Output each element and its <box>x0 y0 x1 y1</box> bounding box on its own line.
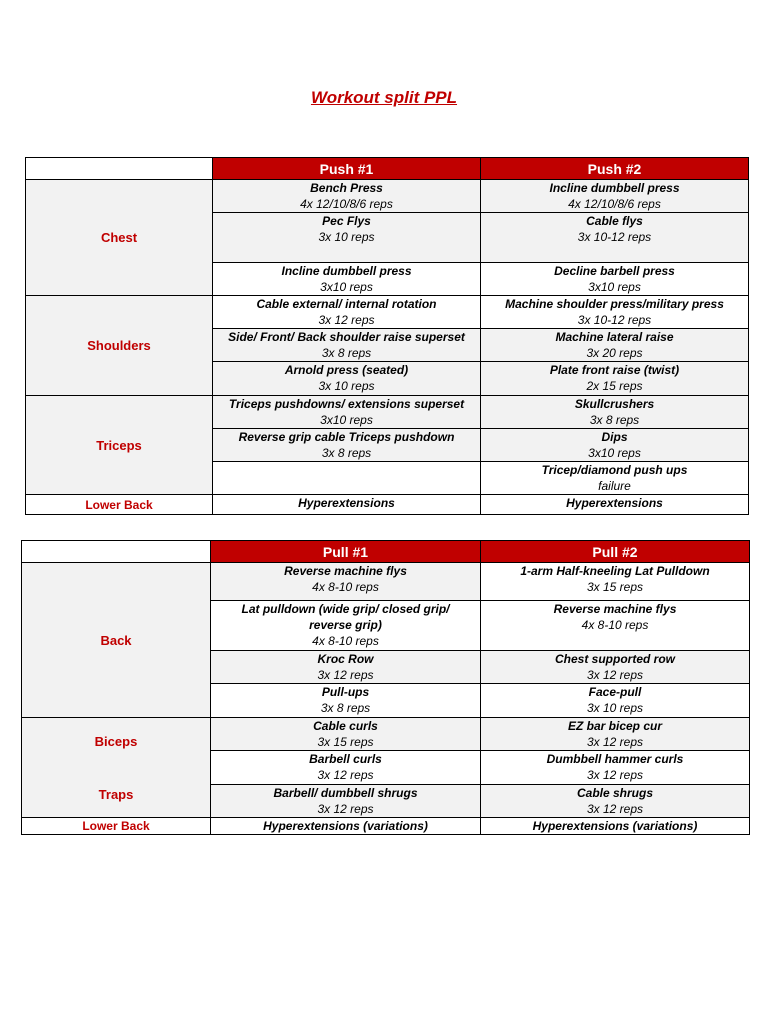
exercise-sets: 3x 12 reps <box>586 768 644 782</box>
category-lower-back: Lower Back <box>26 495 213 515</box>
push-2-header: Push #2 <box>481 158 749 180</box>
exercise-name: Barbell curls <box>309 752 382 766</box>
exercise-name: Face-pull <box>588 685 642 699</box>
exercise-cell <box>213 396 481 429</box>
category-lower-back: Lower Back <box>22 818 211 835</box>
push-1-header: Push #1 <box>213 158 481 180</box>
exercise-sets: 3x 12 reps <box>317 802 374 816</box>
exercise-cell <box>211 751 481 785</box>
exercise-name-continued: reverse grip) <box>309 618 382 632</box>
exercise-name: Dips <box>601 430 628 444</box>
exercise-name: Arnold press (seated) <box>284 363 409 377</box>
exercise-sets: 4x 12/10/8/6 reps <box>568 197 661 211</box>
exercise-name: Reverse machine flys <box>284 564 407 578</box>
exercise-cell <box>213 362 481 396</box>
exercise-cell <box>213 213 481 263</box>
exercise-sets: 3x 12 reps <box>586 735 644 749</box>
exercise-name: 1-arm Half-kneeling Lat Pulldown <box>520 564 710 578</box>
exercise-sets: 4x 12/10/8/6 reps <box>300 197 393 211</box>
exercise-cell <box>481 180 749 213</box>
exercise-cell <box>481 684 750 718</box>
exercise-cell <box>213 429 481 462</box>
category-triceps: Triceps <box>26 396 213 495</box>
exercise-cell <box>481 296 749 329</box>
exercise-sets: 3x 10 reps <box>586 701 644 715</box>
exercise-name: Triceps pushdowns/ extensions superset <box>228 397 465 411</box>
exercise-sets: 3x 20 reps <box>586 346 643 360</box>
exercise-sets: 3x10 reps <box>588 446 641 460</box>
exercise-cell <box>481 718 750 751</box>
exercise-name: Incline dumbbell press <box>549 181 680 195</box>
exercise-cell <box>481 563 750 601</box>
category-chest: Chest <box>26 180 213 296</box>
exercise-sets: 3x 10 reps <box>318 230 375 244</box>
exercise-sets: 3x10 reps <box>588 280 641 294</box>
exercise-cell <box>213 296 481 329</box>
exercise-cell <box>211 684 481 718</box>
exercise-cell <box>211 651 481 684</box>
exercise-sets: 3x 12 reps <box>317 668 374 682</box>
exercise-name: Pec Flys <box>322 214 371 228</box>
exercise-cell <box>213 495 481 515</box>
exercise-cell <box>211 785 481 818</box>
exercise-sets: 3x 8 reps <box>321 346 372 360</box>
exercise-name: EZ bar bicep cur <box>567 719 663 733</box>
exercise-name: Decline barbell press <box>554 264 675 278</box>
exercise-cell <box>481 429 749 462</box>
exercise-name: Hyperextensions <box>566 496 663 510</box>
pull-2-header: Pull #2 <box>481 541 750 563</box>
exercise-name: Kroc Row <box>317 652 374 666</box>
exercise-sets: failure <box>598 479 631 493</box>
exercise-sets: 3x 8 reps <box>321 446 372 460</box>
exercise-sets: 4x 8-10 reps <box>312 634 379 648</box>
exercise-cell <box>213 329 481 362</box>
exercise-sets: 3x 12 reps <box>318 313 375 327</box>
exercise-cell <box>211 818 481 835</box>
exercise-name: Cable flys <box>586 214 643 228</box>
exercise-cell <box>211 718 481 751</box>
exercise-sets: 3x 15 reps <box>317 735 374 749</box>
exercise-cell <box>481 263 749 296</box>
category-biceps-traps <box>22 718 211 818</box>
push-corner-cell <box>26 158 213 180</box>
exercise-sets: 3x 10-12 reps <box>577 230 652 244</box>
category-shoulders: Shoulders <box>26 296 213 396</box>
exercise-sets: 2x 15 reps <box>586 379 643 393</box>
exercise-name: Bench Press <box>310 181 383 195</box>
exercise-cell <box>481 362 749 396</box>
exercise-cell <box>213 263 481 296</box>
push-table <box>25 157 749 515</box>
exercise-name: Side/ Front/ Back shoulder raise superset <box>228 330 465 344</box>
category-spacer <box>22 755 210 781</box>
exercise-cell <box>481 601 750 651</box>
exercise-cell <box>481 329 749 362</box>
exercise-name: Plate front raise (twist) <box>549 363 680 377</box>
exercise-cell <box>481 213 749 263</box>
category-back: Back <box>22 563 211 718</box>
exercise-sets: 3x 10 reps <box>318 379 375 393</box>
exercise-name: Cable curls <box>313 719 378 733</box>
exercise-name: Reverse machine flys <box>553 602 677 616</box>
exercise-name: Machine shoulder press/military press <box>505 297 724 311</box>
exercise-name: Skullcrushers <box>574 397 655 411</box>
exercise-name: Cable external/ internal rotation <box>256 297 437 311</box>
exercise-sets: 4x 8-10 reps <box>581 618 649 632</box>
exercise-sets: 3x10 reps <box>320 280 373 294</box>
category-biceps: Biceps <box>94 733 138 749</box>
exercise-sets: 3x 8 reps <box>320 701 371 715</box>
exercise-cell <box>211 563 481 601</box>
exercise-cell <box>481 495 749 515</box>
exercise-sets: 4x 8-10 reps <box>312 580 379 594</box>
exercise-name: Hyperextensions (variations) <box>263 819 428 833</box>
exercise-cell <box>213 180 481 213</box>
exercise-cell <box>481 818 750 835</box>
pull-1-header: Pull #1 <box>211 541 481 563</box>
exercise-cell <box>481 751 750 785</box>
exercise-name: Tricep/diamond push ups <box>541 463 688 477</box>
page-title: Workout split PPL <box>310 88 458 107</box>
exercise-sets: 3x 12 reps <box>586 668 644 682</box>
exercise-name: Barbell/ dumbbell shrugs <box>273 786 418 800</box>
exercise-cell <box>211 601 481 651</box>
exercise-cell <box>481 396 749 429</box>
exercise-name: Chest supported row <box>554 652 675 666</box>
exercise-name: Reverse grip cable Triceps pushdown <box>238 430 455 444</box>
exercise-sets: 3x 12 reps <box>317 768 374 782</box>
pull-table <box>21 540 750 835</box>
exercise-name: Lat pulldown (wide grip/ closed grip/ <box>241 602 450 616</box>
exercise-cell <box>481 785 750 818</box>
exercise-sets: 3x10 reps <box>320 413 373 427</box>
exercise-cell <box>481 651 750 684</box>
exercise-name: Dumbbell hammer curls <box>546 752 684 766</box>
pull-corner-cell <box>22 541 211 563</box>
exercise-sets: 3x 15 reps <box>586 580 644 594</box>
exercise-name: Incline dumbbell press <box>281 264 412 278</box>
category-traps: Traps <box>98 786 134 802</box>
exercise-name: Machine lateral raise <box>555 330 674 344</box>
exercise-name: Hyperextensions (variations) <box>532 819 698 833</box>
exercise-sets: 3x 12 reps <box>586 802 644 816</box>
exercise-name: Cable shrugs <box>576 786 654 800</box>
exercise-name: Pull-ups <box>321 685 370 699</box>
exercise-sets: 3x 8 reps <box>589 413 640 427</box>
exercise-cell <box>481 462 749 495</box>
exercise-name: Hyperextensions <box>298 496 395 510</box>
empty-exercise-cell <box>213 462 481 495</box>
exercise-sets: 3x 10-12 reps <box>577 313 652 327</box>
